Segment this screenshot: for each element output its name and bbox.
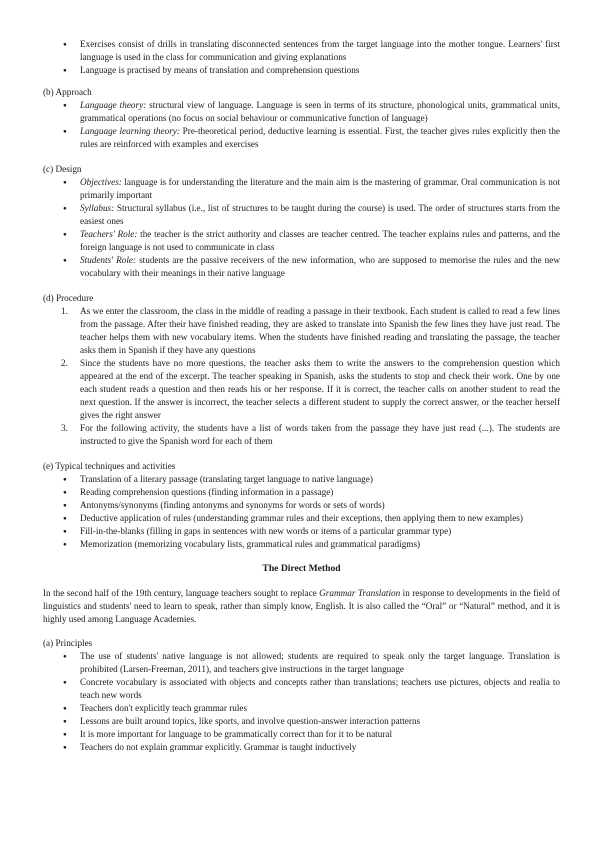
list-item [43,228,560,254]
principles-heading: (a) Principles [43,638,93,648]
list-item [43,254,560,280]
list-item: ● Translation of a literary passage (translating target language to native language) [43,473,560,486]
principles-list [43,650,560,754]
list-item [43,202,560,228]
item-label: Language learning theory: [80,126,180,136]
procedure-list [43,305,560,448]
intro-list [43,38,560,77]
list-item: ● Language is practised by means of translation and comprehension questions [43,64,560,77]
list-item: ● Teachers do not explain grammar explicitly. Grammar is taught inductively [43,741,560,754]
techniques-heading: (e) Typical techniques and activities [43,461,176,471]
item-text: Since the students have no more questions, the teacher asks them to write the answers to the comprehension question which appeared at the end of the excerpt. The teacher speaking in Spanish, asks the students to stop and check their work. One by one each student reads a question and then reads his or her response. If it is correct, the teacher calls on another student to read the next question. If the answer is incorrect, the teacher selects a different student to supply the correct answer, or the teacher herself gives the right answer [80,358,560,420]
item-text: Pre-theoretical period, deductive learning is essential. First, the teacher gives rules explicitly then the rules are reinforced with examples and exercises [80,126,560,149]
list-item: ● It is more important for language to be grammatically correct than for it to be natural [43,728,560,741]
paragraph-text: In the second half of the 19th century, language teachers sought to replace [43,588,320,598]
list-item: ● Reading comprehension questions (finding information in a passage) [43,486,560,499]
design-heading: (c) Design [43,164,82,174]
list-item: ● Fill-in-the-blanks (filling in gaps in sentences with new words or items of a particular grammar type) [43,525,560,538]
list-item [43,99,560,125]
item-text: language is for understanding the literature and the main aim is the mastering of grammar. Oral communication is not primarily important [80,177,560,200]
item-number: 1. [61,306,68,316]
item-text: For the following activity, the students have a list of words taken from the passage they have just read (...). The students are instructed to give the Spanish word for each of them [80,423,560,446]
item-number: 3. [61,423,68,433]
list-item: ● Exercises consist of drills in translating disconnected sentences from the target language into the mother tongue. Learners' first language is used in the class for communication and giving explanations [43,38,560,64]
list-item: ● Concrete vocabulary is associated with objects and concepts rather than translations; teachers use pictures, objects and realia to teach new words [43,676,560,702]
item-text: As we enter the classroom, the class in the middle of reading a passage in their textbook. Each student is called to read a few lines from the passage. After their have finished reading, they are asked to translate into Spanish the few lines they have just read. The teacher helps them with new vocabulary items. When the students have finished reading and translating the passage, the teacher asks them in Spanish if they have any questions [80,306,560,355]
list-item: ● Lessons are built around topics, like sports, and involve question-answer interaction patterns [43,715,560,728]
section-title: The Direct Method [262,563,341,574]
item-text: Structural syllabus (i.e., list of structures to be taught during the course) is used. The order of structures starts from the easiest ones [80,203,560,226]
item-text: the teacher is the strict authority and classes are teacher centred. The teacher explains rules and patterns, and the foreign language is not used to communicate in class [80,229,560,252]
list-item [43,357,560,422]
list-item: ● The use of students' native language is not allowed; students are required to speak only the target language. Translation is prohibited (Larsen-Freeman, 2011), and teachers give instructions in the target language [43,650,560,676]
list-item [43,305,560,357]
list-item: ● Antonyms/synonyms (finding antonyms and synonyms for words or sets of words) [43,499,560,512]
techniques-list [43,473,560,551]
approach-list [43,99,560,151]
list-item: ● Memorization (memorizing vocabulary lists, grammatical rules and grammatical paradigms) [43,538,560,551]
list-item: ● Deductive application of rules (understanding grammar rules and their exceptions, then applying them to new examples) [43,512,560,525]
item-label: Language theory: [80,100,147,110]
list-item: ● Teachers don't explicitly teach grammar rules [43,702,560,715]
list-item [43,176,560,202]
item-label: Syllabus: [80,203,115,213]
paragraph-text: in response to developments in the field of linguistics and students' need to learn to speak, rather than simply know, English. It is also called the “Oral” or “Natural” method, and it is highly used among Language Academies. [43,588,560,624]
item-number: 2. [61,358,68,368]
item-label: Students' Role: [80,255,137,265]
list-item [43,125,560,151]
procedure-heading: (d) Procedure [43,293,94,303]
item-text: structural view of language. Language is seen in terms of its structure, phonological units, grammatical units, grammatical operations (no focus on social behaviour or communicative function of language) [80,100,561,123]
design-list [43,176,560,280]
item-label: Teachers' Role: [80,229,138,239]
approach-heading: (b) Approach [43,87,92,97]
item-text: students are the passive receivers of the new information, who are supposed to memorise the rules and the new vocabulary with their meanings in their native language [80,255,560,278]
paragraph-emphasis: Grammar Translation [319,588,401,598]
item-label: Objectives: [80,177,122,187]
list-item [43,422,560,448]
body-paragraph [43,587,560,626]
